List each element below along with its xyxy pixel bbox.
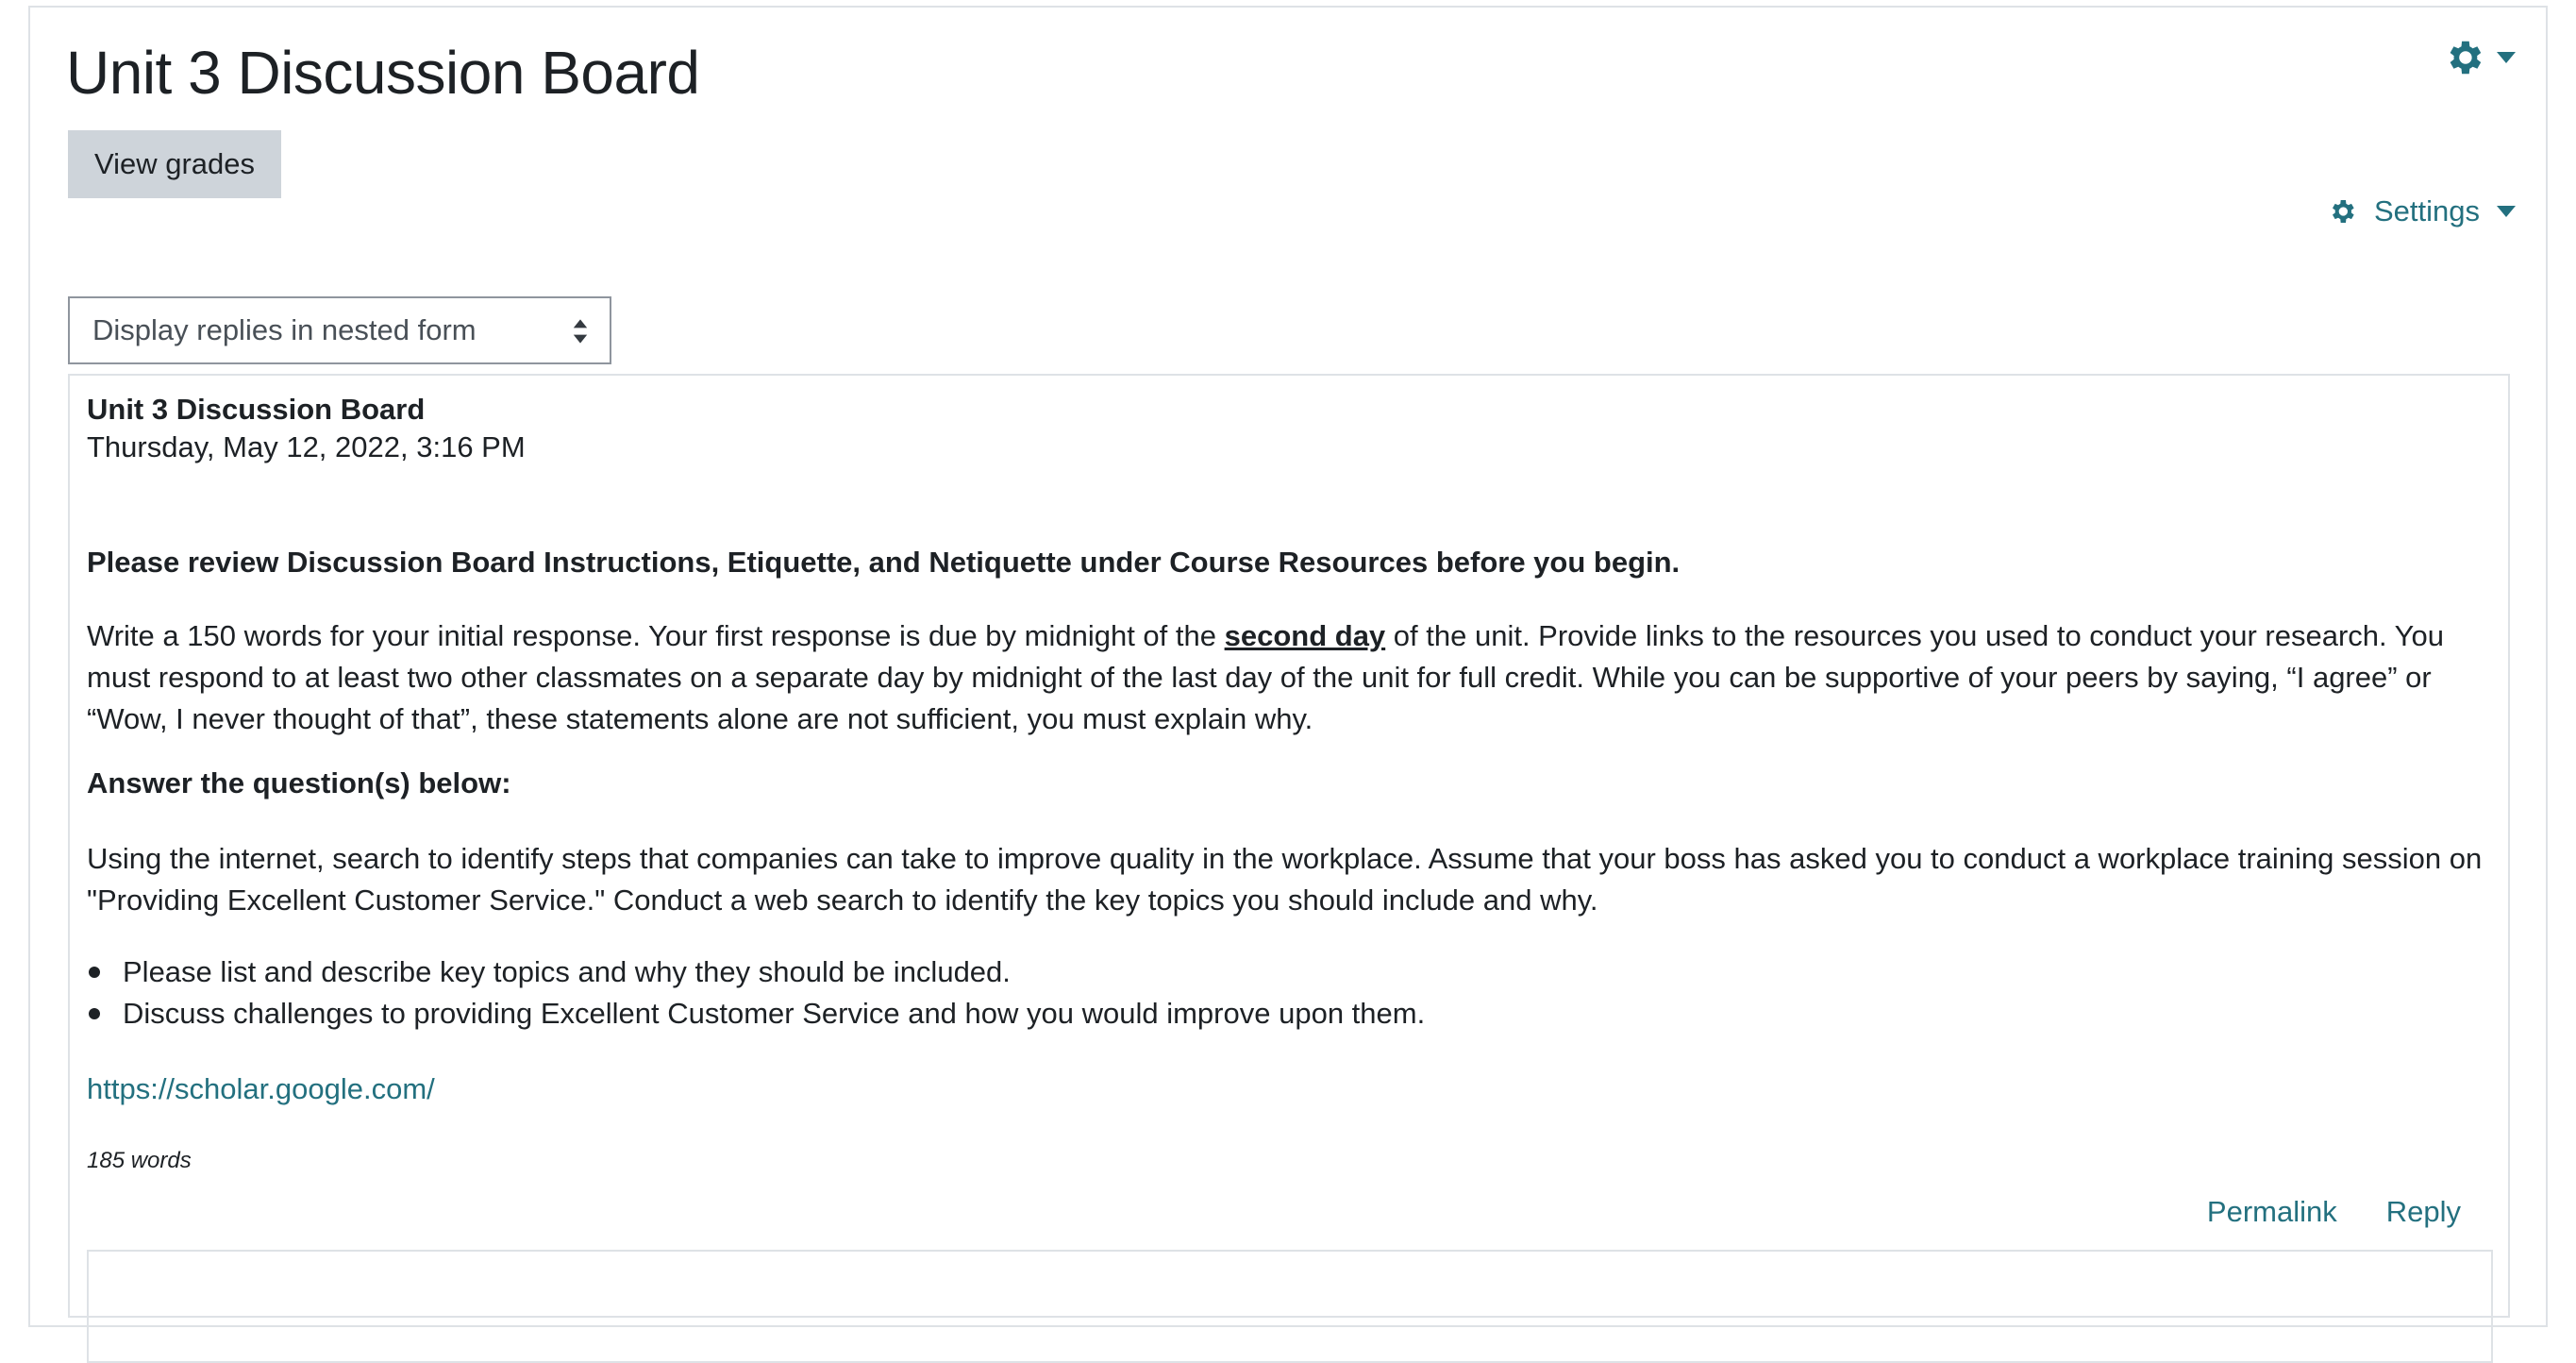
permalink-link[interactable]: Permalink (2206, 1195, 2337, 1228)
post-instructions (87, 615, 2484, 740)
display-mode-value: Display replies in nested form (92, 313, 477, 346)
display-mode-select[interactable] (68, 296, 611, 364)
gear-icon (2442, 36, 2485, 79)
post-intro: Please review Discussion Board Instructions, Etiquette, and Netiquette under Course Resources before you begin. (87, 546, 1681, 579)
settings-menu[interactable] (2327, 191, 2516, 232)
post-actions (2207, 1195, 2461, 1229)
page-actions-menu[interactable] (2442, 34, 2527, 81)
post-date: Thursday, May 12, 2022, 3:16 PM (87, 430, 526, 463)
word-count: 185 words (87, 1148, 192, 1173)
list-item: Please list and describe key topics and why they should be included. (87, 951, 1425, 993)
answer-heading: Answer the question(s) below: (87, 766, 511, 799)
resource-link[interactable]: https://scholar.google.com/ (87, 1072, 435, 1105)
settings-label: Settings (2373, 194, 2480, 227)
post-instructions-emphasis: second day (1224, 619, 1386, 652)
caret-down-icon (2497, 52, 2516, 63)
view-grades-button[interactable]: View grades (68, 130, 281, 198)
reply-link[interactable]: Reply (2385, 1195, 2461, 1228)
replies-container (87, 1250, 2493, 1363)
page-title: Unit 3 Discussion Board (66, 39, 700, 107)
gear-icon (2327, 196, 2357, 227)
discussion-post (68, 374, 2510, 1318)
post-instructions-part2: of the unit. Provide links to the resources you used to conduct your research. You must respond to at least two other classmates on a separate day by midnight of the last day of the unit for full credit. While you can be supportive of your peers by saying, “I agree” or “Wow, I never thought of that”, these statements alone are not sufficient, you must explain why. (87, 619, 2444, 735)
sort-arrows-icon (572, 319, 589, 344)
question-bullets (87, 951, 1425, 1035)
caret-down-icon (2497, 206, 2516, 217)
list-item: Discuss challenges to providing Excellent Customer Service and how you would improve upon them. (87, 993, 1425, 1035)
post-subject: Unit 3 Discussion Board (87, 393, 426, 426)
post-question: Using the internet, search to identify steps that companies can take to improve quality in the workplace. Assume that your boss has asked you to conduct a workplace training session on "Providing Excellent Customer Service." Conduct a web search to identify the key topics you should include and why. (87, 842, 2483, 917)
post-instructions-part1: Write a 150 words for your initial response. Your first response is due by midnight of the (87, 619, 1225, 652)
